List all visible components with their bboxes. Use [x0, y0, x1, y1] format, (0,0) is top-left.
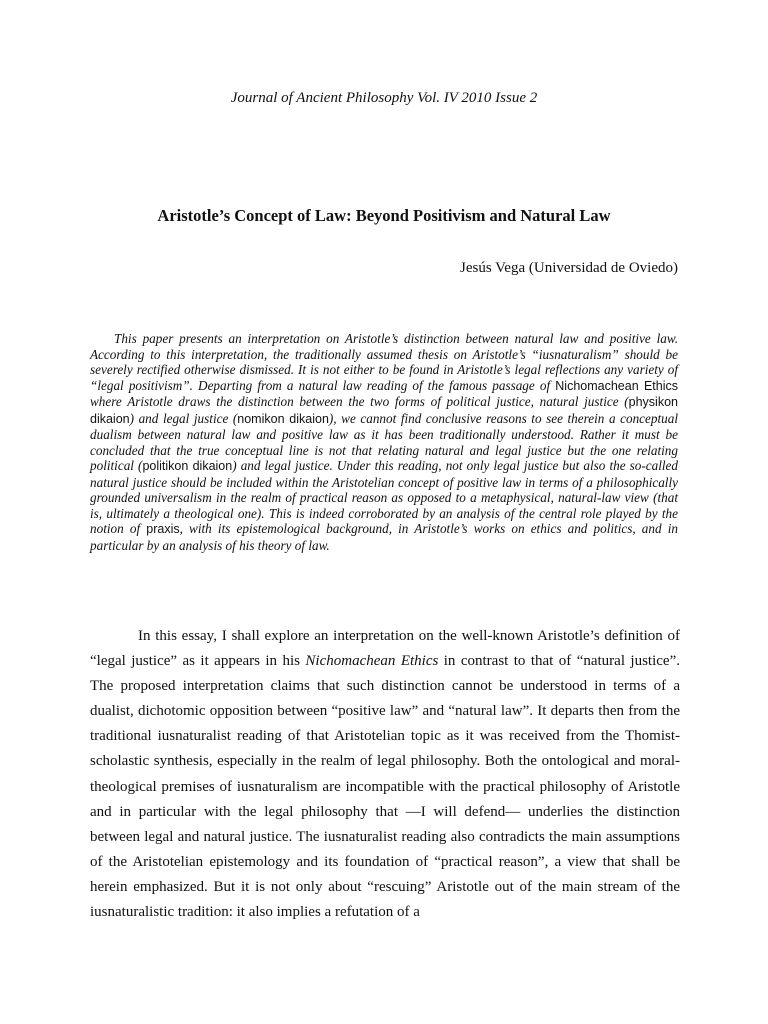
- abstract-text: This paper presents an interpretation on Aristotle’s distinction between natural law and positive law. According to this interpretation, the traditionally assumed thesis on Aristotle’s “iusnaturalism” should be severely rectified otherwise dismissed. It is not either to be found in Aristotle’s legal reflections any variety of “legal positivism”. Departing from a natural law reading of the famous passage of: [90, 331, 678, 393]
- paper-title: Aristotle’s Concept of Law: Beyond Positivism and Natural Law: [157, 206, 611, 225]
- body-text: in contrast to that of “natural justice”. The proposed interpretation claims that such distinction cannot be understood in terms of a dualist, dichotomic opposition between “positive law” and “natural law”. It departs then from the traditional iusnaturalist reading of that Aristotelian topic as it was received from the Thomist-scholastic synthesis, especially in the realm of legal philosophy. Both the ontological and moral-theological premises of iusnaturalism are incompatible with the practical philosophy of Aristotle and in particular with the legal philosophy that —I will defend— underlies the distinction between legal and natural justice. The iusnaturalist reading also contradicts the main assumptions of the Aristotelian epistemology and its foundation of “practical reason”, a view that shall be herein emphasized. But it is not only about “rescuing” Aristotle out of the main stream of the iusnaturalistic tradition: it also implies a refutation of a: [90, 653, 680, 921]
- abstract-term: praxis: [146, 522, 180, 536]
- body-paragraph: [90, 624, 680, 925]
- author-line: Jesús Vega (Universidad de Oviedo): [459, 260, 678, 276]
- body-emphasis: Nichomachean Ethics: [305, 653, 439, 670]
- abstract-text: ) and legal justice (: [129, 410, 238, 426]
- abstract-term: Nichomachean Ethics: [555, 378, 678, 393]
- journal-header: Journal of Ancient Philosophy Vol. IV 2010 Issue 2: [230, 90, 538, 106]
- abstract-term: nomikon dikaion: [237, 411, 329, 426]
- abstract-text: ) and legal justice. Under this reading, not only legal justice but also the so-called natural justice should be included within the Aristotelian concept of positive law in terms of a philosophically grounded universalism in the realm of practical reason as opposed to a metaphysical, natural-law view (that is, ultimately a theological one). This is indeed corroborated by an analysis of the central role played by the notion of: [90, 458, 678, 536]
- abstract-text: ), we cannot find conclusive reasons to see therein a conceptual dualism between natural law and positive law as it has been traditionally understood. Rather it must be concluded that the true conceptual line is not that relating natural and legal justice but the one relating political (: [90, 410, 678, 473]
- body-text: In this essay, I shall explore an interpretation on the well-known Aristotle’s definition of “legal justice” as it appears in his: [90, 628, 680, 670]
- abstract-term: physikon dikaion: [90, 395, 678, 426]
- abstract-text: , with its epistemological background, in Aristotle’s works on ethics and politics, and in particular by an analysis of his theory of law.: [90, 521, 678, 553]
- abstract-text: where Aristotle draws the distinction between the two forms of political justice, natural justice (: [90, 394, 629, 409]
- abstract-term: politikon dikaion: [142, 459, 233, 473]
- abstract: [90, 331, 678, 553]
